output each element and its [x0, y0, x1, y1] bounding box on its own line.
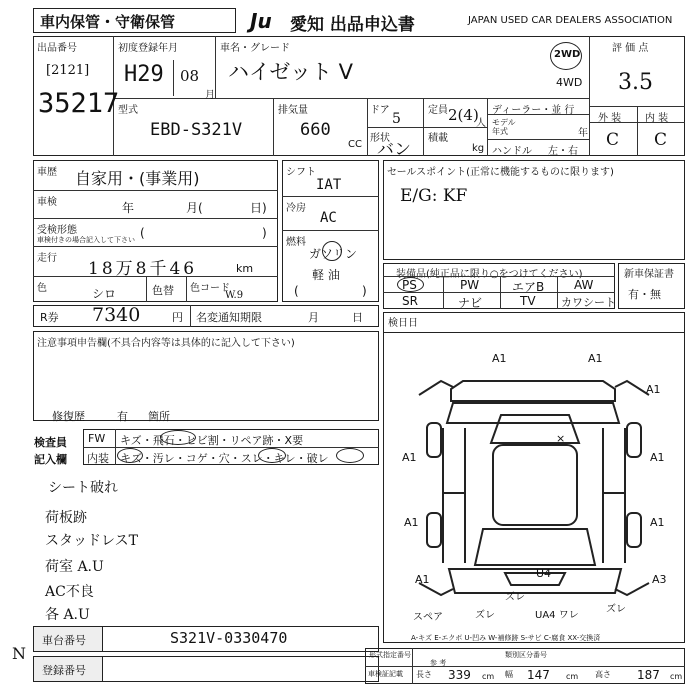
equip-aw: AW	[574, 278, 594, 292]
fuel-circle	[322, 241, 342, 261]
repair-has: 有	[117, 410, 128, 423]
lot-number: 35217	[38, 88, 120, 119]
color-code-value: W.9	[225, 290, 244, 301]
exterior-grade: C	[606, 130, 620, 150]
diagram-mark-rear-gap-center: ズレ	[505, 592, 525, 603]
diagram-mark-front-right: A1	[588, 352, 603, 365]
chassis-label: 車台番号	[42, 634, 86, 647]
equip-sr: SR	[402, 294, 418, 308]
handwritten-note-1: シート破れ	[48, 480, 118, 496]
model-year-label: モデル 年式	[492, 118, 516, 136]
diagram-mark-spare: スペア	[413, 612, 443, 623]
diagram-mark-left-rear: A1	[404, 516, 419, 529]
name-change-label: 名変通知期限	[196, 311, 262, 324]
equipment-label: 装備品(純正品に限り○をつけてください)	[396, 269, 583, 280]
acceptance-note: 車検付きの場合記入して下さい	[37, 236, 135, 244]
warranty-label: 新車保証書	[624, 269, 674, 280]
diagram-mark-rear-right: A3	[652, 573, 667, 586]
fw-label: FW	[88, 432, 106, 445]
color-changed-label: 色替	[152, 284, 174, 297]
fuel-paren-close: )	[362, 284, 367, 298]
form-title: 愛知 出品申込書	[290, 15, 415, 35]
chassis-value: S321V-0330470	[170, 629, 288, 647]
reg-number-label: 登録番号	[42, 664, 86, 677]
spec-height-label: 高さ	[595, 670, 611, 679]
equip-tv: TV	[520, 294, 536, 308]
equip-navi: ナビ	[458, 296, 483, 310]
warranty-options: 有・無	[628, 288, 661, 301]
car-diagram	[383, 333, 685, 643]
spec-ref-1: 参 考	[430, 659, 447, 667]
equip-airbag: エアB	[512, 280, 545, 294]
diagram-mark-rear-bumper: UA4 ワレ	[535, 610, 579, 621]
left-margin-mark: N	[12, 644, 26, 663]
fuel-paren: (	[294, 284, 299, 298]
repair-place: 箇所	[148, 410, 170, 423]
inspection-month: 月(	[186, 201, 203, 215]
diagram-mark-rear-center: U4	[536, 567, 552, 580]
ju-logo: Ju	[250, 9, 272, 33]
registration-month: 08	[180, 67, 200, 85]
color-code-label: 色コード	[190, 283, 230, 294]
tear-circle	[336, 448, 364, 463]
inspection-label: 車検	[37, 197, 57, 208]
repair-label: 修復歴	[52, 410, 85, 423]
lot-small-number: [2121]	[46, 63, 90, 78]
handwritten-note-6: 各 A.U	[45, 607, 90, 623]
lot-label: 出品番号	[37, 43, 77, 54]
history-value: 自家用・(事業用)	[75, 169, 200, 188]
spec-header-2: 類別区分番号	[505, 651, 547, 659]
handle-label: ハンドル	[492, 146, 532, 157]
mileage-km: km	[236, 262, 254, 275]
wear-circle	[258, 448, 286, 463]
interior-label: 内 装	[645, 113, 669, 124]
diagram-mark-rear-gap-left: ズレ	[475, 610, 495, 621]
body-shape-value: バン	[377, 140, 411, 160]
displacement-label: 排気量	[278, 105, 308, 116]
handwritten-note-5: AC不良	[45, 584, 94, 600]
inspection-year: 年	[122, 201, 135, 215]
color-value: シロ	[92, 287, 117, 301]
equip-kawaseat: カワシート	[561, 296, 616, 309]
capacity-unit: 人	[476, 118, 486, 129]
four-wd-label: 4WD	[556, 76, 583, 89]
mileage-label: 走行	[37, 253, 57, 264]
load-label: 積載	[428, 133, 448, 144]
doors-label: ドア	[370, 105, 390, 116]
diagram-mark-right-front: A1	[646, 383, 661, 396]
two-wd-label: 2WD	[554, 49, 581, 60]
displacement-value: 660	[300, 120, 331, 140]
spec-width-value: 147	[527, 668, 550, 682]
notes-label: 注意事項申告欄(不具合内容等は具体的に記入して下さい)	[37, 338, 295, 349]
body-shape-label: 形状	[370, 133, 390, 144]
fuel-label: 燃料	[286, 237, 306, 248]
spec-length-label: 長さ	[416, 670, 432, 679]
registration-month-unit: 月	[205, 90, 215, 101]
rating-score: 3.5	[618, 70, 653, 95]
diagram-mark-left-door: A1	[402, 451, 417, 464]
inspector-label-1: 検査員	[34, 436, 67, 449]
handwritten-note-3: スタッドレスT	[45, 533, 138, 549]
rating-label: 評 価 点	[612, 43, 649, 54]
diagram-mark-right-rear: A1	[650, 516, 665, 529]
shift-label: シフト	[286, 167, 316, 178]
diagram-mark-front-left: A1	[492, 352, 507, 365]
equip-ps-circle	[397, 277, 424, 292]
spec-length-value: 339	[448, 668, 471, 682]
interior-grade: C	[654, 130, 668, 150]
capacity-label: 定員	[428, 105, 448, 116]
acceptance-label: 受検形態	[37, 225, 77, 236]
load-unit: kg	[472, 143, 485, 154]
history-label: 車歴	[37, 167, 57, 178]
mileage-value: 18万8千46	[88, 259, 198, 279]
spec-header-1: 形式指定番号	[369, 651, 411, 659]
inspection-day: 日)	[250, 201, 267, 215]
fuel-diesel: 軽 油	[312, 268, 340, 282]
selling-points-text: E/G: KF	[400, 186, 468, 206]
name-change-month: 月	[308, 311, 319, 324]
model-value: EBD-S321V	[150, 120, 243, 140]
capacity-value: 2(4)	[448, 106, 479, 124]
car-name-value: ハイゼット V	[228, 60, 353, 84]
equip-pw: PW	[460, 278, 480, 292]
aircon-label: 冷房	[286, 203, 306, 214]
spec-height-unit: cm	[670, 672, 683, 681]
recycle-value: 7340	[92, 304, 141, 326]
interior-items: キズ・汚レ・コゲ・穴・スレ・キレ・破レ	[120, 452, 329, 465]
handle-options: 左・右	[548, 146, 578, 157]
spec-size-label: 車検証記載	[368, 670, 403, 678]
dealer-label: ディーラー・並 行	[492, 105, 575, 116]
selling-points-label: セールスポイント(正常に機能するものに限ります)	[387, 167, 614, 178]
equip-ps: PS	[402, 278, 417, 292]
spec-width-label: 幅	[505, 670, 513, 679]
model-label: 型式	[118, 105, 138, 116]
handwritten-note-4: 荷室 A.U	[45, 559, 104, 575]
inspection-date-label: 検日日	[388, 318, 418, 329]
registration-label: 初度登録年月	[118, 43, 178, 54]
diagram-mark-right-door: A1	[650, 451, 665, 464]
diagram-mark-roof-x: ×	[556, 432, 566, 445]
inspector-label-2: 記入欄	[34, 453, 67, 466]
spec-length-unit: cm	[482, 672, 495, 681]
aircon-value: AC	[320, 210, 337, 226]
exterior-label: 外 装	[598, 113, 622, 124]
diagram-legend: A-キズ E-エクボ U-凹み W-補修跡 S-サビ C-腐食 XX-交換済	[411, 634, 601, 642]
recycle-label: R券	[40, 311, 59, 324]
displacement-unit: CC	[348, 139, 362, 150]
inspection-date-block	[383, 312, 685, 333]
fw-items: キズ・飛石・ヒビ割・リペア跡・X要	[120, 434, 304, 447]
registration-year: H29	[124, 62, 164, 87]
spec-height-value: 187	[637, 668, 660, 682]
fuel-gasoline: ガソリン	[309, 247, 358, 261]
scratch-circle	[117, 448, 143, 463]
spec-width-unit: cm	[566, 672, 579, 681]
color-label: 色	[37, 283, 47, 294]
diagram-mark-rear-gap-right: ズレ	[606, 604, 626, 615]
car-name-label: 車名・グレード	[220, 43, 290, 54]
acceptance-paren: (	[140, 226, 145, 240]
shift-value: IAT	[316, 177, 342, 193]
association-name: JAPAN USED CAR DEALERS ASSOCIATION	[468, 15, 673, 26]
doors-value: 5	[392, 111, 401, 127]
flying-stone-circle	[160, 430, 196, 445]
diagram-mark-rear-left: A1	[415, 573, 430, 586]
storage-label: 車内保管・守衛保管	[40, 13, 176, 31]
recycle-unit: 円	[172, 311, 183, 324]
acceptance-paren-close: )	[262, 226, 267, 240]
interior-row-label: 内装	[87, 452, 109, 465]
model-year-unit: 年	[578, 128, 588, 139]
handwritten-note-2: 荷板跡	[45, 510, 87, 526]
name-change-day: 日	[352, 311, 363, 324]
